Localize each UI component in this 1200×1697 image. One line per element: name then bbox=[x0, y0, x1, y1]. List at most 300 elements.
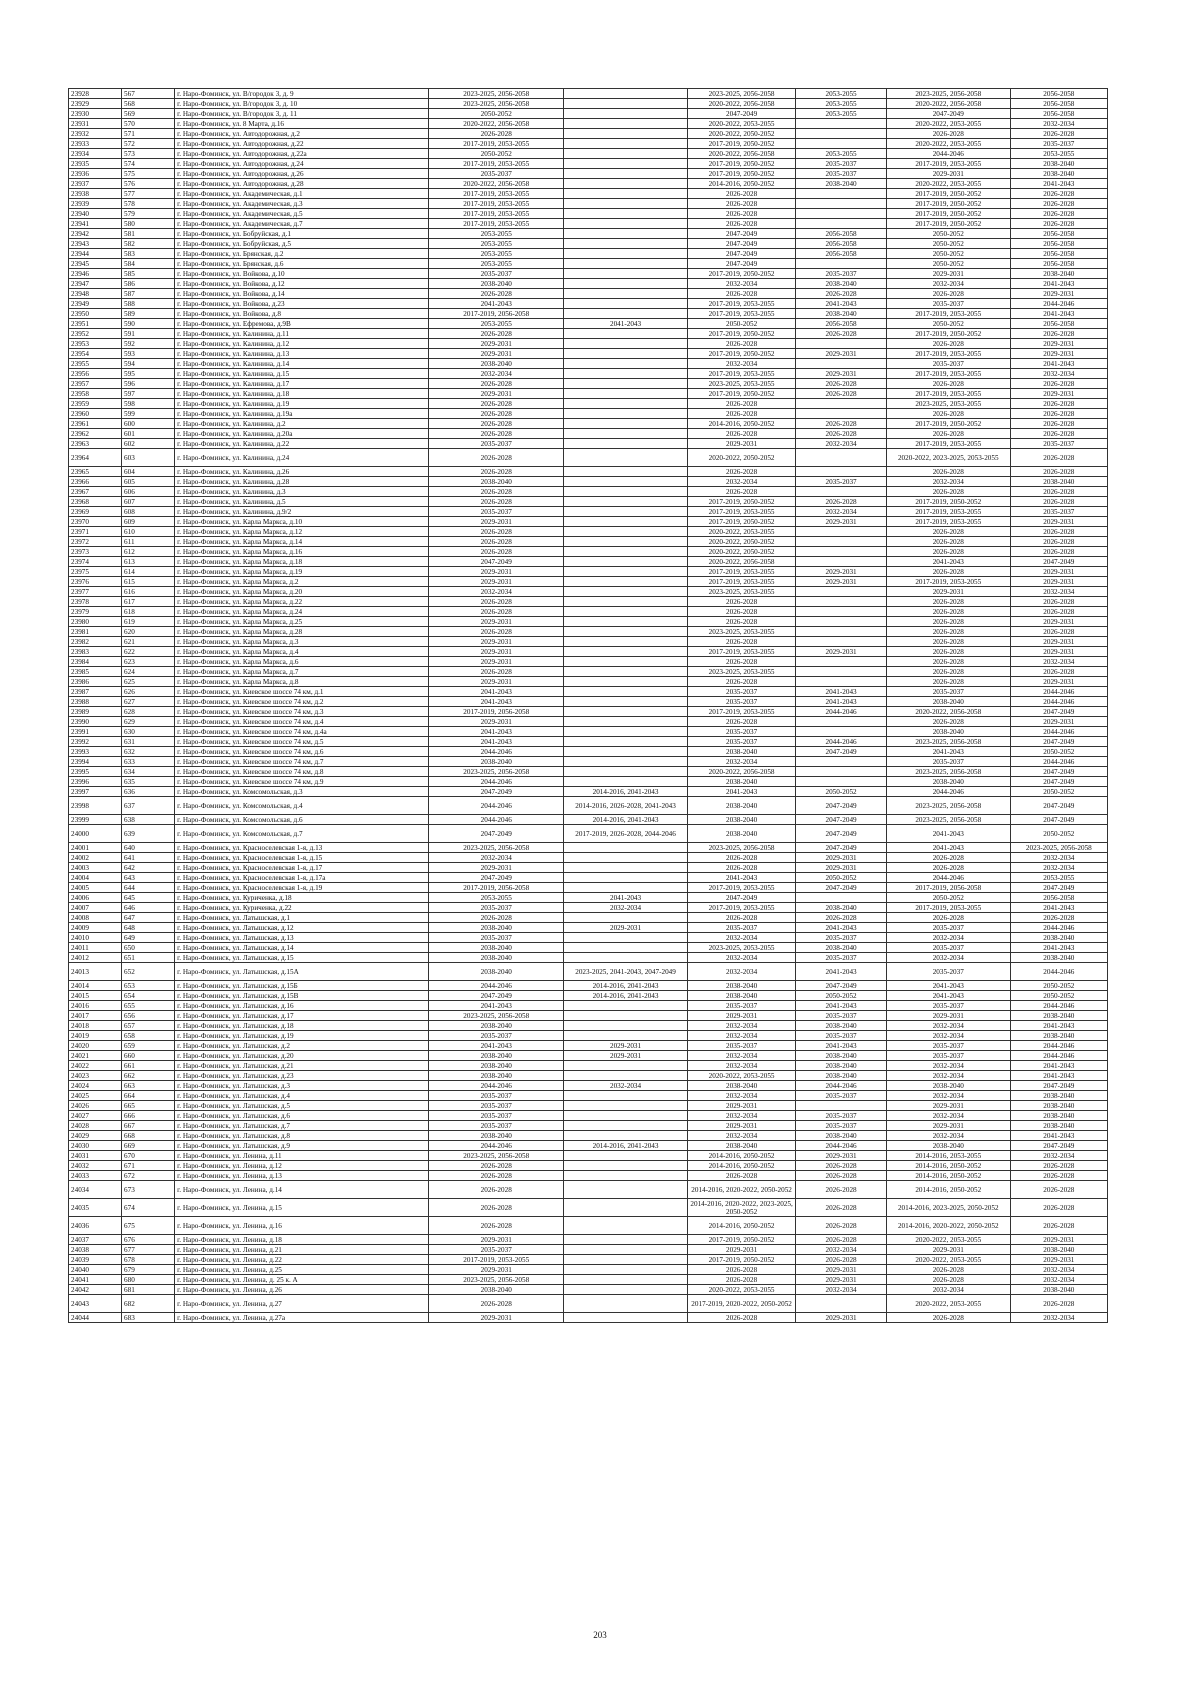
period-cell-1: 2029-2031 bbox=[429, 339, 564, 349]
row-number-cell: 592 bbox=[122, 339, 175, 349]
period-cell-2 bbox=[564, 99, 688, 109]
period-cell-1: 2041-2043 bbox=[429, 737, 564, 747]
address-cell: г. Наро-Фоминск, ул. Карла Маркса, д.18 bbox=[175, 557, 429, 567]
period-cell-5: 2017-2019, 2050-2052 bbox=[886, 199, 1010, 209]
address-cell: г. Наро-Фоминск, ул. Латышская, д.1 bbox=[175, 913, 429, 923]
period-cell-2 bbox=[564, 189, 688, 199]
period-cell-6: 2029-2031 bbox=[1010, 389, 1107, 399]
period-cell-3: 2023-2025, 2053-2055 bbox=[687, 587, 795, 597]
address-cell: г. Наро-Фоминск, ул. Латышская, д.17 bbox=[175, 1011, 429, 1021]
period-cell-6: 2047-2049 bbox=[1010, 707, 1107, 717]
address-cell: г. Наро-Фоминск, ул. Ленина, д.12 bbox=[175, 1161, 429, 1171]
period-cell-6: 2041-2043 bbox=[1010, 179, 1107, 189]
period-cell-3: 2026-2028 bbox=[687, 677, 795, 687]
address-cell: г. Наро-Фоминск, ул. В/городок 3, д. 11 bbox=[175, 109, 429, 119]
period-cell-6: 2032-2034 bbox=[1010, 1275, 1107, 1285]
period-cell-3: 2017-2019, 2050-2052 bbox=[687, 349, 795, 359]
period-cell-3: 2017-2019, 2053-2055 bbox=[687, 567, 795, 577]
period-cell-6: 2026-2028 bbox=[1010, 913, 1107, 923]
period-cell-6: 2044-2046 bbox=[1010, 963, 1107, 981]
row-number-cell: 623 bbox=[122, 657, 175, 667]
period-cell-5: 2017-2019, 2050-2052 bbox=[886, 189, 1010, 199]
period-cell-6: 2032-2034 bbox=[1010, 1265, 1107, 1275]
period-cell-1: 2038-2040 bbox=[429, 1285, 564, 1295]
period-cell-3: 2017-2019, 2053-2055 bbox=[687, 707, 795, 717]
period-cell-4 bbox=[796, 547, 887, 557]
table-row bbox=[69, 707, 1108, 717]
period-cell-5: 2032-2034 bbox=[886, 1061, 1010, 1071]
table-row bbox=[69, 379, 1108, 389]
period-cell-4: 2041-2043 bbox=[796, 299, 887, 309]
address-cell: г. Наро-Фоминск, ул. Латышская, д.9 bbox=[175, 1141, 429, 1151]
period-cell-2 bbox=[564, 289, 688, 299]
period-cell-6: 2029-2031 bbox=[1010, 617, 1107, 627]
row-id-cell: 23985 bbox=[69, 667, 122, 677]
period-cell-6: 2038-2040 bbox=[1010, 1121, 1107, 1131]
period-cell-5: 2023-2025, 2056-2058 bbox=[886, 815, 1010, 825]
period-cell-4: 2038-2040 bbox=[796, 1131, 887, 1141]
period-cell-5: 2038-2040 bbox=[886, 697, 1010, 707]
table-row bbox=[69, 547, 1108, 557]
address-cell: г. Наро-Фоминск, ул. Калинина, д.18 bbox=[175, 389, 429, 399]
period-cell-3: 2020-2022, 2053-2055 bbox=[687, 1071, 795, 1081]
period-cell-2: 2014-2016, 2041-2043 bbox=[564, 815, 688, 825]
table-row bbox=[69, 1285, 1108, 1295]
table-row bbox=[69, 727, 1108, 737]
address-cell: г. Наро-Фоминск, ул. Латышская, д.2 bbox=[175, 1041, 429, 1051]
address-cell: г. Наро-Фоминск, ул. Карла Маркса, д.3 bbox=[175, 637, 429, 647]
address-cell: г. Наро-Фоминск, ул. Академическая, д.1 bbox=[175, 189, 429, 199]
period-cell-5: 2035-2037 bbox=[886, 359, 1010, 369]
period-cell-2 bbox=[564, 843, 688, 853]
period-cell-3: 2026-2028 bbox=[687, 199, 795, 209]
row-number-cell: 583 bbox=[122, 249, 175, 259]
table-row bbox=[69, 189, 1108, 199]
period-cell-3: 2032-2034 bbox=[687, 963, 795, 981]
address-cell: г. Наро-Фоминск, ул. Автодорожная, д.22 bbox=[175, 139, 429, 149]
period-cell-3: 2023-2025, 2053-2055 bbox=[687, 627, 795, 637]
period-cell-2 bbox=[564, 467, 688, 477]
period-cell-1: 2029-2031 bbox=[429, 637, 564, 647]
period-cell-5: 2032-2034 bbox=[886, 1031, 1010, 1041]
table-row bbox=[69, 767, 1108, 777]
period-cell-6: 2044-2046 bbox=[1010, 697, 1107, 707]
table-row bbox=[69, 883, 1108, 893]
row-id-cell: 23979 bbox=[69, 607, 122, 617]
row-number-cell: 607 bbox=[122, 497, 175, 507]
period-cell-1: 2026-2028 bbox=[429, 667, 564, 677]
table-row bbox=[69, 1181, 1108, 1199]
period-cell-6: 2038-2040 bbox=[1010, 269, 1107, 279]
period-cell-3: 2023-2025, 2056-2058 bbox=[687, 89, 795, 99]
period-cell-5: 2017-2019, 2050-2052 bbox=[886, 219, 1010, 229]
period-cell-6: 2041-2043 bbox=[1010, 943, 1107, 953]
row-number-cell: 678 bbox=[122, 1255, 175, 1265]
period-cell-6: 2050-2052 bbox=[1010, 825, 1107, 843]
row-id-cell: 24014 bbox=[69, 981, 122, 991]
table-row bbox=[69, 139, 1108, 149]
period-cell-5: 2026-2028 bbox=[886, 537, 1010, 547]
period-cell-4 bbox=[796, 409, 887, 419]
period-cell-5: 2017-2019, 2050-2052 bbox=[886, 497, 1010, 507]
period-cell-5: 2026-2028 bbox=[886, 379, 1010, 389]
table-row bbox=[69, 149, 1108, 159]
period-cell-6: 2038-2040 bbox=[1010, 477, 1107, 487]
period-cell-4: 2047-2049 bbox=[796, 883, 887, 893]
address-cell: г. Наро-Фоминск, ул. Брянская, д.2 bbox=[175, 249, 429, 259]
period-cell-3: 2014-2016, 2050-2052 bbox=[687, 1151, 795, 1161]
period-cell-6: 2026-2028 bbox=[1010, 219, 1107, 229]
table-row bbox=[69, 199, 1108, 209]
row-number-cell: 622 bbox=[122, 647, 175, 657]
table-row bbox=[69, 129, 1108, 139]
row-id-cell: 24004 bbox=[69, 873, 122, 883]
period-cell-1: 2044-2046 bbox=[429, 747, 564, 757]
period-cell-4 bbox=[796, 487, 887, 497]
period-cell-1: 2035-2037 bbox=[429, 439, 564, 449]
period-cell-3: 2026-2028 bbox=[687, 617, 795, 627]
address-cell: г. Наро-Фоминск, ул. Киевское шоссе 74 км, д.7 bbox=[175, 757, 429, 767]
period-cell-1: 2035-2037 bbox=[429, 933, 564, 943]
period-cell-6: 2056-2058 bbox=[1010, 109, 1107, 119]
period-cell-1: 2026-2028 bbox=[429, 467, 564, 477]
row-number-cell: 654 bbox=[122, 991, 175, 1001]
period-cell-1: 2026-2028 bbox=[429, 487, 564, 497]
period-cell-3: 2023-2025, 2056-2058 bbox=[687, 843, 795, 853]
table-row bbox=[69, 467, 1108, 477]
period-cell-6: 2026-2028 bbox=[1010, 199, 1107, 209]
period-cell-6: 2041-2043 bbox=[1010, 1131, 1107, 1141]
row-id-cell: 23968 bbox=[69, 497, 122, 507]
address-cell: г. Наро-Фоминск, ул. Красноселевская 1-я, д.17а bbox=[175, 873, 429, 883]
period-cell-5: 2047-2049 bbox=[886, 109, 1010, 119]
period-cell-4: 2041-2043 bbox=[796, 1041, 887, 1051]
period-cell-6: 2056-2058 bbox=[1010, 89, 1107, 99]
period-cell-3: 2032-2034 bbox=[687, 1051, 795, 1061]
table-row bbox=[69, 677, 1108, 687]
row-number-cell: 683 bbox=[122, 1313, 175, 1323]
period-cell-4 bbox=[796, 777, 887, 787]
period-cell-5: 2014-2016, 2020-2022, 2050-2052 bbox=[886, 1217, 1010, 1235]
period-cell-3: 2035-2037 bbox=[687, 1001, 795, 1011]
address-cell: г. Наро-Фоминск, ул. Киевское шоссе 74 км, д.9 bbox=[175, 777, 429, 787]
period-cell-4: 2029-2031 bbox=[796, 349, 887, 359]
row-id-cell: 24035 bbox=[69, 1199, 122, 1217]
row-number-cell: 669 bbox=[122, 1141, 175, 1151]
period-cell-2: 2032-2034 bbox=[564, 1081, 688, 1091]
table-row bbox=[69, 477, 1108, 487]
row-id-cell: 24017 bbox=[69, 1011, 122, 1021]
period-cell-2 bbox=[564, 597, 688, 607]
row-id-cell: 24009 bbox=[69, 923, 122, 933]
row-id-cell: 23947 bbox=[69, 279, 122, 289]
row-id-cell: 24029 bbox=[69, 1131, 122, 1141]
address-cell: г. Наро-Фоминск, ул. Карла Маркса, д.28 bbox=[175, 627, 429, 637]
period-cell-1: 2053-2055 bbox=[429, 239, 564, 249]
period-cell-1: 2053-2055 bbox=[429, 249, 564, 259]
address-cell: г. Наро-Фоминск, ул. Латышская, д.15Б bbox=[175, 981, 429, 991]
row-id-cell: 23940 bbox=[69, 209, 122, 219]
period-cell-4 bbox=[796, 627, 887, 637]
address-cell: г. Наро-Фоминск, ул. Карла Маркса, д.12 bbox=[175, 527, 429, 537]
period-cell-5: 2026-2028 bbox=[886, 409, 1010, 419]
row-id-cell: 23983 bbox=[69, 647, 122, 657]
table-row bbox=[69, 239, 1108, 249]
row-number-cell: 618 bbox=[122, 607, 175, 617]
table-row bbox=[69, 657, 1108, 667]
address-cell: г. Наро-Фоминск, ул. Калинина, д.11 bbox=[175, 329, 429, 339]
period-cell-2 bbox=[564, 119, 688, 129]
row-id-cell: 24006 bbox=[69, 893, 122, 903]
period-cell-6: 2056-2058 bbox=[1010, 239, 1107, 249]
period-cell-6: 2026-2028 bbox=[1010, 667, 1107, 677]
period-cell-5: 2029-2031 bbox=[886, 1011, 1010, 1021]
address-cell: г. Наро-Фоминск, ул. Киевское шоссе 74 км, д.8 bbox=[175, 767, 429, 777]
row-number-cell: 610 bbox=[122, 527, 175, 537]
period-cell-6: 2041-2043 bbox=[1010, 359, 1107, 369]
period-cell-5: 2041-2043 bbox=[886, 981, 1010, 991]
row-id-cell: 23966 bbox=[69, 477, 122, 487]
row-id-cell: 23967 bbox=[69, 487, 122, 497]
period-cell-5: 2035-2037 bbox=[886, 299, 1010, 309]
row-id-cell: 24039 bbox=[69, 1255, 122, 1265]
period-cell-1: 2026-2028 bbox=[429, 537, 564, 547]
period-cell-4: 2026-2028 bbox=[796, 289, 887, 299]
period-cell-1: 2026-2028 bbox=[429, 1161, 564, 1171]
row-id-cell: 23956 bbox=[69, 369, 122, 379]
period-cell-6: 2035-2037 bbox=[1010, 139, 1107, 149]
period-cell-3: 2035-2037 bbox=[687, 923, 795, 933]
row-id-cell: 24011 bbox=[69, 943, 122, 953]
address-cell: г. Наро-Фоминск, ул. Латышская, д.20 bbox=[175, 1051, 429, 1061]
row-id-cell: 24027 bbox=[69, 1111, 122, 1121]
period-cell-3: 2035-2037 bbox=[687, 737, 795, 747]
period-cell-6: 2026-2028 bbox=[1010, 1171, 1107, 1181]
period-cell-5: 2041-2043 bbox=[886, 747, 1010, 757]
row-id-cell: 24025 bbox=[69, 1091, 122, 1101]
period-cell-2 bbox=[564, 1111, 688, 1121]
period-cell-2 bbox=[564, 1285, 688, 1295]
period-cell-4: 2053-2055 bbox=[796, 109, 887, 119]
row-id-cell: 24044 bbox=[69, 1313, 122, 1323]
period-cell-1: 2038-2040 bbox=[429, 1021, 564, 1031]
table-row bbox=[69, 607, 1108, 617]
period-cell-1: 2017-2019, 2053-2055 bbox=[429, 139, 564, 149]
period-cell-4: 2029-2031 bbox=[796, 577, 887, 587]
row-number-cell: 572 bbox=[122, 139, 175, 149]
period-cell-4: 2032-2034 bbox=[796, 1245, 887, 1255]
address-cell: г. Наро-Фоминск, ул. Войкова, д.8 bbox=[175, 309, 429, 319]
table-row bbox=[69, 697, 1108, 707]
period-cell-6: 2050-2052 bbox=[1010, 787, 1107, 797]
period-cell-3: 2038-2040 bbox=[687, 777, 795, 787]
row-id-cell: 23995 bbox=[69, 767, 122, 777]
period-cell-1: 2026-2028 bbox=[429, 597, 564, 607]
row-id-cell: 23997 bbox=[69, 787, 122, 797]
period-cell-4: 2038-2040 bbox=[796, 1021, 887, 1031]
period-cell-3: 2017-2019, 2053-2055 bbox=[687, 903, 795, 913]
period-cell-4 bbox=[796, 607, 887, 617]
period-cell-5: 2017-2019, 2056-2058 bbox=[886, 883, 1010, 893]
period-cell-4: 2038-2040 bbox=[796, 903, 887, 913]
table-row bbox=[69, 1021, 1108, 1031]
address-cell: г. Наро-Фоминск, ул. Карла Маркса, д.8 bbox=[175, 677, 429, 687]
period-cell-5: 2050-2052 bbox=[886, 893, 1010, 903]
period-cell-2 bbox=[564, 299, 688, 309]
period-cell-6: 2035-2037 bbox=[1010, 507, 1107, 517]
period-cell-3: 2017-2019, 2053-2055 bbox=[687, 309, 795, 319]
period-cell-5: 2026-2028 bbox=[886, 289, 1010, 299]
period-cell-5: 2020-2022, 2053-2055 bbox=[886, 139, 1010, 149]
period-cell-1: 2047-2049 bbox=[429, 873, 564, 883]
row-number-cell: 679 bbox=[122, 1265, 175, 1275]
period-cell-4 bbox=[796, 399, 887, 409]
table-row bbox=[69, 953, 1108, 963]
period-cell-4: 2038-2040 bbox=[796, 309, 887, 319]
period-cell-3: 2017-2019, 2050-2052 bbox=[687, 517, 795, 527]
period-cell-5: 2020-2022, 2023-2025, 2053-2055 bbox=[886, 449, 1010, 467]
row-number-cell: 644 bbox=[122, 883, 175, 893]
address-cell: г. Наро-Фоминск, ул. Латышская, д.7 bbox=[175, 1121, 429, 1131]
period-cell-2: 2014-2016, 2041-2043 bbox=[564, 787, 688, 797]
period-cell-3: 2026-2028 bbox=[687, 399, 795, 409]
period-cell-2 bbox=[564, 249, 688, 259]
row-id-cell: 24036 bbox=[69, 1217, 122, 1235]
row-id-cell: 23982 bbox=[69, 637, 122, 647]
row-id-cell: 24040 bbox=[69, 1265, 122, 1275]
period-cell-1: 2020-2022, 2056-2058 bbox=[429, 119, 564, 129]
period-cell-3: 2026-2028 bbox=[687, 913, 795, 923]
period-cell-6: 2032-2034 bbox=[1010, 1313, 1107, 1323]
address-cell: г. Наро-Фоминск, ул. Киевское шоссе 74 км, д.3 bbox=[175, 707, 429, 717]
row-id-cell: 23998 bbox=[69, 797, 122, 815]
period-cell-1: 2035-2037 bbox=[429, 903, 564, 913]
period-cell-5: 2029-2031 bbox=[886, 269, 1010, 279]
table-row bbox=[69, 299, 1108, 309]
table-row bbox=[69, 517, 1108, 527]
period-cell-1: 2017-2019, 2053-2055 bbox=[429, 189, 564, 199]
period-cell-2 bbox=[564, 1255, 688, 1265]
period-cell-6: 2038-2040 bbox=[1010, 1011, 1107, 1021]
address-cell: г. Наро-Фоминск, ул. Киевское шоссе 74 км, д.1 bbox=[175, 687, 429, 697]
address-cell: г. Наро-Фоминск, ул. Калинина, д.15 bbox=[175, 369, 429, 379]
period-cell-5: 2026-2028 bbox=[886, 607, 1010, 617]
address-cell: г. Наро-Фоминск, ул. Автодорожная, д.28 bbox=[175, 179, 429, 189]
row-number-cell: 597 bbox=[122, 389, 175, 399]
period-cell-3: 2038-2040 bbox=[687, 981, 795, 991]
row-number-cell: 605 bbox=[122, 477, 175, 487]
period-cell-2 bbox=[564, 637, 688, 647]
table-row bbox=[69, 1161, 1108, 1171]
period-cell-3: 2026-2028 bbox=[687, 219, 795, 229]
period-cell-1: 2017-2019, 2053-2055 bbox=[429, 199, 564, 209]
period-cell-6: 2041-2043 bbox=[1010, 279, 1107, 289]
period-cell-5: 2032-2034 bbox=[886, 1131, 1010, 1141]
row-number-cell: 636 bbox=[122, 787, 175, 797]
period-cell-2 bbox=[564, 943, 688, 953]
row-id-cell: 24021 bbox=[69, 1051, 122, 1061]
row-number-cell: 599 bbox=[122, 409, 175, 419]
period-cell-2 bbox=[564, 557, 688, 567]
period-cell-6: 2041-2043 bbox=[1010, 1061, 1107, 1071]
period-cell-3: 2032-2034 bbox=[687, 1111, 795, 1121]
address-cell: г. Наро-Фоминск, ул. Калинина, д.24 bbox=[175, 449, 429, 467]
address-cell: г. Наро-Фоминск, ул. Ленина, д.22 bbox=[175, 1255, 429, 1265]
period-cell-4: 2026-2028 bbox=[796, 1171, 887, 1181]
period-cell-6: 2047-2049 bbox=[1010, 737, 1107, 747]
row-number-cell: 629 bbox=[122, 717, 175, 727]
row-number-cell: 680 bbox=[122, 1275, 175, 1285]
row-id-cell: 24012 bbox=[69, 953, 122, 963]
period-cell-3: 2026-2028 bbox=[687, 189, 795, 199]
period-cell-5: 2032-2034 bbox=[886, 1285, 1010, 1295]
period-cell-2 bbox=[564, 727, 688, 737]
table-row bbox=[69, 449, 1108, 467]
period-cell-2 bbox=[564, 169, 688, 179]
period-cell-4: 2026-2028 bbox=[796, 329, 887, 339]
row-id-cell: 23975 bbox=[69, 567, 122, 577]
period-cell-3: 2041-2043 bbox=[687, 873, 795, 883]
period-cell-3: 2020-2022, 2050-2052 bbox=[687, 547, 795, 557]
row-number-cell: 666 bbox=[122, 1111, 175, 1121]
period-cell-2 bbox=[564, 657, 688, 667]
row-number-cell: 602 bbox=[122, 439, 175, 449]
period-cell-5: 2026-2028 bbox=[886, 913, 1010, 923]
row-id-cell: 23970 bbox=[69, 517, 122, 527]
period-cell-1: 2035-2037 bbox=[429, 1121, 564, 1131]
row-number-cell: 659 bbox=[122, 1041, 175, 1051]
address-cell: г. Наро-Фоминск, ул. Карла Маркса, д.6 bbox=[175, 657, 429, 667]
period-cell-2 bbox=[564, 1021, 688, 1031]
address-cell: г. Наро-Фоминск, ул. Ленина, д.25 bbox=[175, 1265, 429, 1275]
row-number-cell: 571 bbox=[122, 129, 175, 139]
period-cell-6: 2026-2028 bbox=[1010, 129, 1107, 139]
table-row bbox=[69, 1141, 1108, 1151]
period-cell-3: 2026-2028 bbox=[687, 429, 795, 439]
address-cell: г. Наро-Фоминск, ул. Ленина, д.16 bbox=[175, 1217, 429, 1235]
period-cell-2 bbox=[564, 883, 688, 893]
period-cell-6: 2041-2043 bbox=[1010, 1021, 1107, 1031]
period-cell-4: 2026-2028 bbox=[796, 389, 887, 399]
address-cell: г. Наро-Фоминск, ул. Войкова, д.10 bbox=[175, 269, 429, 279]
period-cell-2 bbox=[564, 1031, 688, 1041]
period-cell-6: 2044-2046 bbox=[1010, 923, 1107, 933]
row-number-cell: 643 bbox=[122, 873, 175, 883]
period-cell-1: 2026-2028 bbox=[429, 1199, 564, 1217]
period-cell-3: 2014-2016, 2020-2022, 2050-2052 bbox=[687, 1181, 795, 1199]
period-cell-6: 2026-2028 bbox=[1010, 1181, 1107, 1199]
period-cell-3: 2014-2016, 2050-2052 bbox=[687, 1161, 795, 1171]
period-cell-2 bbox=[564, 1151, 688, 1161]
period-cell-6: 2041-2043 bbox=[1010, 1071, 1107, 1081]
period-cell-2 bbox=[564, 419, 688, 429]
period-cell-1: 2053-2055 bbox=[429, 319, 564, 329]
period-cell-3: 2026-2028 bbox=[687, 487, 795, 497]
period-cell-2 bbox=[564, 647, 688, 657]
period-cell-1: 2026-2028 bbox=[429, 289, 564, 299]
period-cell-5: 2026-2028 bbox=[886, 1313, 1010, 1323]
period-cell-3: 2035-2037 bbox=[687, 1041, 795, 1051]
period-cell-1: 2038-2040 bbox=[429, 477, 564, 487]
row-id-cell: 23948 bbox=[69, 289, 122, 299]
row-number-cell: 668 bbox=[122, 1131, 175, 1141]
period-cell-3: 2014-2016, 2050-2052 bbox=[687, 1217, 795, 1235]
row-number-cell: 651 bbox=[122, 953, 175, 963]
period-cell-2 bbox=[564, 429, 688, 439]
row-number-cell: 630 bbox=[122, 727, 175, 737]
address-cell: г. Наро-Фоминск, ул. Калинина, д.22 bbox=[175, 439, 429, 449]
table-row bbox=[69, 289, 1108, 299]
